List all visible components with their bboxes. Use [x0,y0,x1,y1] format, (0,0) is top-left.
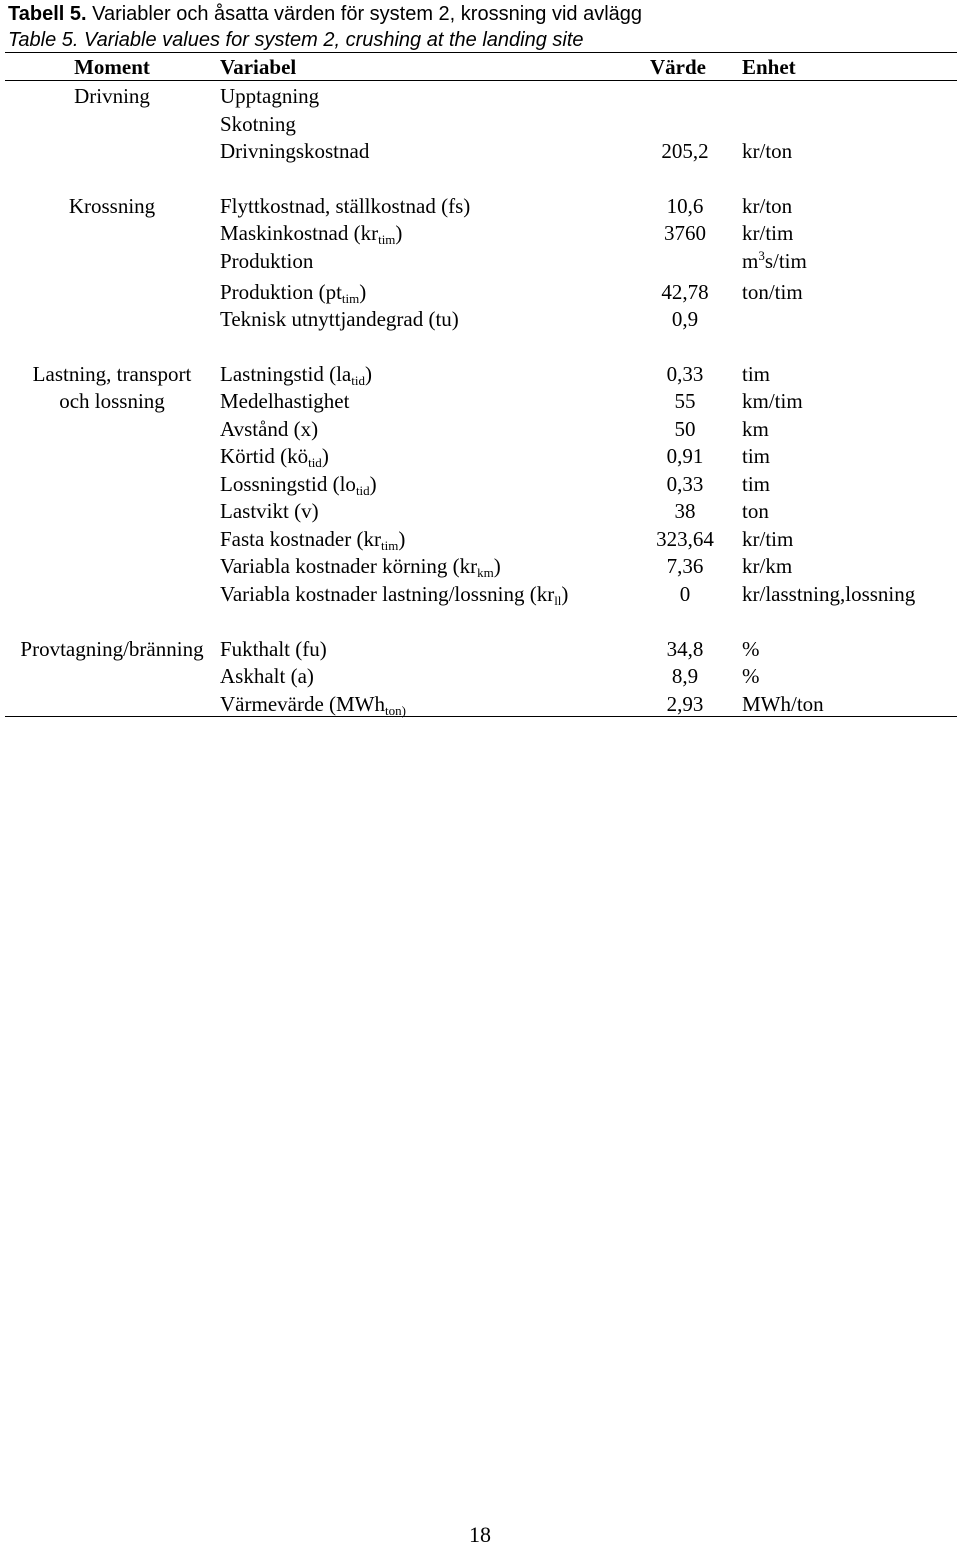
variabel-text: Avstånd (x) [220,417,319,441]
cell-moment: Krossning [68,194,156,218]
cell-varde: 42,78 [661,280,709,304]
table-header-row [0,53,960,81]
variabel-suffix: ) [359,280,367,304]
cell-varde: 7,36 [666,554,704,578]
cell-enhet [742,192,792,220]
variabel-suffix: ) [398,527,406,551]
cell-enhet [742,415,769,443]
table-caption-swedish [8,0,642,28]
cell-enhet [742,580,915,608]
cell-moment: Lastning, transport [32,362,192,386]
variabel-text: Flyttkostnad, ställkostnad (fs) [220,194,471,218]
cell-varde: 38 [674,499,696,523]
cell-moment: Drivning [74,84,150,108]
cell-variabel [220,82,319,110]
table-row [0,525,960,553]
cell-variabel [220,662,314,690]
page-number: 18 [469,1522,491,1547]
variabel-subscript: tid [355,483,370,498]
variabel-suffix: ) [493,554,501,578]
cell-variabel [220,580,568,608]
cell-enhet [742,387,803,415]
enhet-text: % [742,664,760,688]
enhet-text: m [742,249,759,273]
enhet-text: kr/ton [742,194,793,218]
variabel-text: Fasta kostnader (kr [220,527,381,551]
enhet-text: % [742,637,760,661]
variabel-text: Upptagning [220,84,320,108]
variabel-text: Drivningskostnad [220,139,370,163]
table-row [0,552,960,580]
cell-enhet [742,690,824,718]
variabel-subscript: km [477,565,494,580]
cell-enhet [742,137,792,165]
cell-varde: 2,93 [666,692,704,716]
cell-variabel [220,552,501,580]
cell-enhet [742,247,807,275]
variabel-text: Maskinkostnad (kr [220,221,379,245]
cell-varde: 0,91 [666,444,704,468]
enhet-text: MWh/ton [742,692,824,716]
header-varde: Värde [650,55,706,79]
cell-varde: 50 [674,417,696,441]
enhet-text: tim [742,362,771,386]
enhet-text: ton [742,499,769,523]
enhet-text: kr/lasstning,lossning [742,582,916,606]
cell-varde: 205,2 [661,139,709,163]
variabel-subscript: tim [378,232,396,247]
table-row [0,247,960,275]
cell-varde: 55 [674,389,696,413]
cell-varde: 0,33 [666,362,704,386]
variabel-subscript: ll [554,593,562,608]
variabel-subscript: ton) [385,703,406,718]
cell-variabel [220,497,319,525]
cell-variabel [220,305,459,333]
table-row [0,580,960,608]
header-moment: Moment [74,55,150,79]
enhet-text: km [742,417,769,441]
cell-variabel [220,442,329,470]
enhet-text: tim [742,472,771,496]
variabel-text: Variabla kostnader körning (kr [220,554,478,578]
cell-variabel [220,137,369,165]
header-enhet: Enhet [742,55,796,79]
variabel-text: Variabla kostnader lastning/lossning (kr [220,582,555,606]
enhet-text: km/tim [742,389,803,413]
table-bottom-rule [5,716,957,717]
variabel-suffix: ) [364,362,372,386]
variabel-suffix: ) [395,221,403,245]
variabel-subscript: tid [308,455,322,470]
header-variabel: Variabel [220,55,297,79]
cell-variabel [220,360,372,388]
table-row [0,110,960,138]
cell-variabel [220,415,318,443]
enhet-text: kr/km [742,554,793,578]
cell-enhet [742,552,792,580]
variabel-text: Produktion (pt [220,280,342,304]
caption-text: Variabler och åsatta värden för system 2, krossning vid avlägg [86,3,643,25]
cell-variabel [220,192,470,220]
cell-enhet [742,525,793,553]
variabel-text: Medelhastighet [220,389,350,413]
variabel-text: Körtid (kö [220,444,309,468]
cell-varde: 323,64 [656,527,714,551]
cell-varde: 0,33 [666,472,704,496]
table-row [0,360,960,388]
cell-variabel [220,110,296,138]
cell-variabel [220,470,377,498]
cell-enhet [742,219,793,247]
cell-enhet [742,442,770,470]
table-row [0,415,960,443]
variabel-text: Askhalt (a) [220,664,314,688]
cell-enhet [742,470,770,498]
enhet-text: kr/tim [742,527,794,551]
table-row [0,192,960,220]
cell-varde: 34,8 [666,637,704,661]
enhet-text: ton/tim [742,280,803,304]
variabel-suffix: ) [321,444,329,468]
variabel-text: Värmevärde (MWh [220,692,386,716]
variabel-suffix: ) [369,472,377,496]
enhet-superscript: 3 [758,248,765,263]
table-row [0,442,960,470]
cell-variabel [220,525,405,553]
variabel-text: Fukthalt (fu) [220,637,327,661]
table-row [0,305,960,333]
variabel-text: Lastningstid (la [220,362,352,386]
variabel-subscript: tim [341,291,360,306]
cell-moment: Provtagning/bränning [20,637,204,661]
caption-label: Tabell 5. [8,3,87,25]
table-caption-english: Table 5. Variable values for system 2, crushing at the landing site [8,29,584,51]
cell-variabel [220,387,349,415]
cell-enhet [742,278,803,306]
enhet-text: tim [742,444,771,468]
table-row [0,387,960,415]
variabel-suffix: ) [561,582,569,606]
cell-enhet [742,635,760,663]
variabel-text: Produktion [220,249,314,273]
cell-varde: 8,9 [671,664,699,688]
table-row [0,137,960,165]
variabel-text: Teknisk utnyttjandegrad (tu) [220,307,459,331]
variabel-subscript: tid [351,373,365,388]
header-rule [5,80,957,81]
table-row [0,470,960,498]
cell-variabel [220,219,402,247]
cell-enhet [742,497,769,525]
table-row [0,662,960,690]
table-row [0,690,960,718]
table-row [0,219,960,247]
cell-enhet [742,662,760,690]
cell-enhet [742,360,770,388]
cell-varde: 0 [679,582,691,606]
cell-varde: 0,9 [671,307,699,331]
variabel-text: Lastvikt (v) [220,499,319,523]
cell-variabel [220,690,406,718]
cell-variabel [220,278,366,306]
variabel-text: Skotning [220,112,296,136]
variabel-text: Lossningstid (lo [220,472,356,496]
table-row [0,635,960,663]
cell-varde: 3760 [664,221,706,245]
cell-varde: 10,6 [666,194,704,218]
cell-variabel [220,247,313,275]
cell-moment: och lossning [59,389,165,413]
enhet-text: kr/tim [742,221,794,245]
enhet-text: kr/ton [742,139,793,163]
table-row [0,82,960,110]
table-row [0,278,960,306]
variabel-subscript: tim [380,538,399,553]
enhet-suffix: s/tim [764,249,807,273]
cell-variabel [220,635,327,663]
table-row [0,497,960,525]
